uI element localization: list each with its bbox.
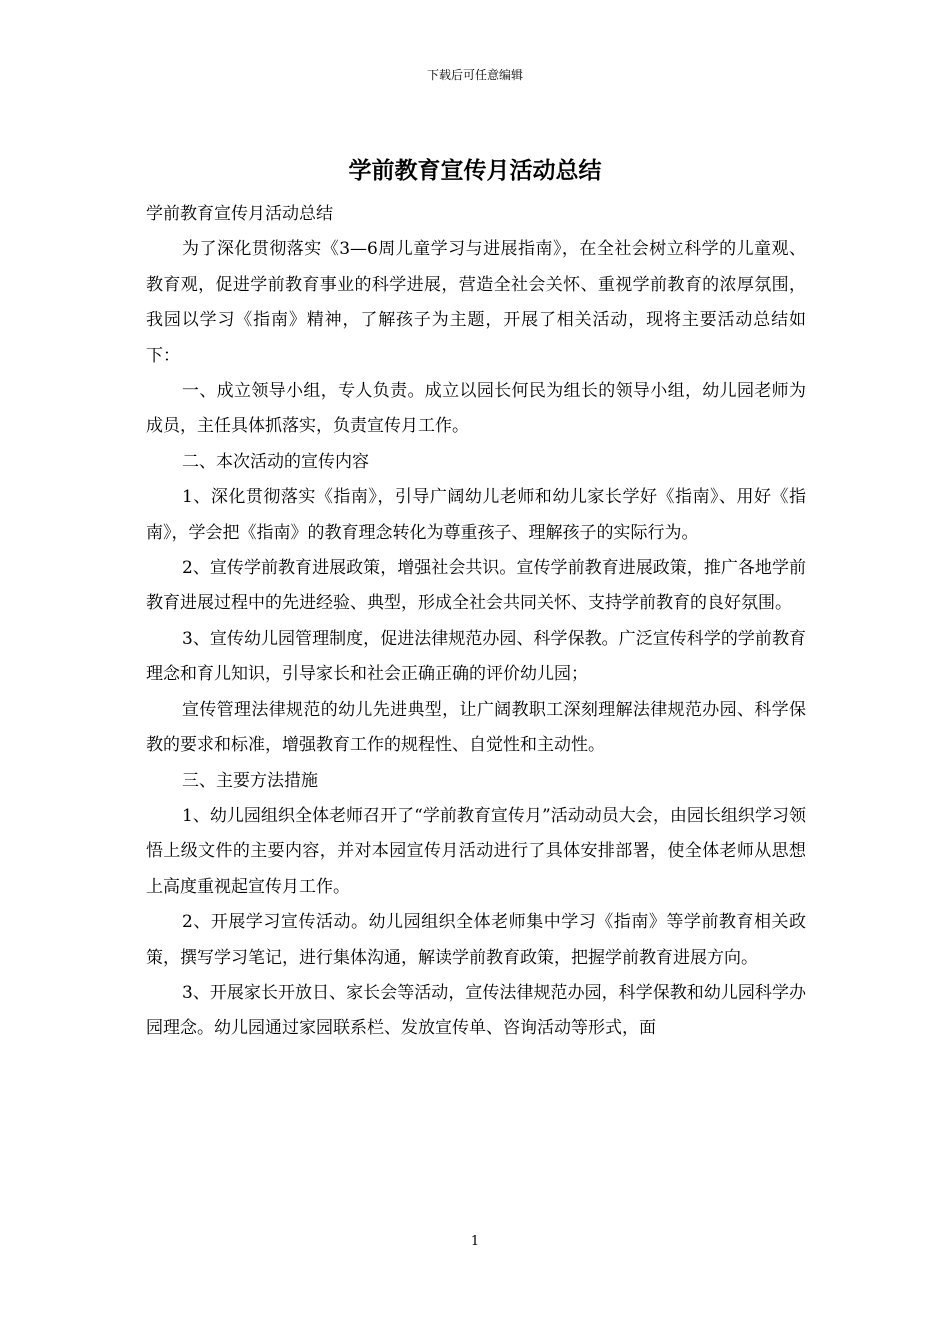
paragraph-section-three-item-1: 1、幼儿园组织全体老师召开了“学前教育宣传月”活动动员大会，由园长组织学习领悟上级文件的主要内容，并对本园宣传月活动进行了具体安排部署，使全体老师从思想上高度重视起宣传月工作。 [146,805,806,897]
document-title: 学前教育宣传月活动总结 [348,157,602,184]
document-subtitle: 学前教育宣传月活动总结 [146,204,333,224]
page-header-note: 下载后可任意编辑 [426,68,523,82]
paragraph-section-three-item-2: 2、开展学习宣传活动。幼儿园组织全体老师集中学习《指南》等学前教育相关政策，撰写学习笔记，进行集体沟通，解读学前教育政策，把握学前教育进展方向。 [146,912,806,968]
paragraph-section-two-item-1: 1、深化贯彻落实《指南》，引导广阔幼儿老师和幼儿家长学好《指南》、用好《指南》，学会把《指南》的教育理念转化为尊重孩子、理解孩子的实际行为。 [146,487,806,543]
paragraph-section-two-item-3-continued: 宣传管理法律规范的幼儿先进典型，让广阔教职工深刻理解法律规范办园、科学保教的要求和标准，增强教育工作的规程性、自觉性和主动性。 [146,699,806,756]
paragraph-section-three-item-3: 3、开展家长开放日、家长会等活动，宣传法律规范办园，科学保教和幼儿园科学办园理念。幼儿园通过家园联系栏、发放宣传单、咨询活动等形式，面 [146,982,806,1039]
page-number: 1 [470,1234,480,1249]
paragraph-section-one: 一、成立领导小组，专人负责。成立以园长何民为组长的领导小组，幼儿园老师为成员，主任具体抓落实，负责宣传月工作。 [146,381,806,437]
paragraph-intro: 为了深化贯彻落实《3—6周儿童学习与进展指南》，在全社会树立科学的儿童观、教育观，促进学前教育事业的科学进展，营造全社会关怀、重视学前教育的浓厚氛围，我园以学习《指南》精神，了解孩子为主题，开展了相关活动，现将主要活动总结如下： [146,239,806,366]
heading-section-two: 二、本次活动的宣传内容 [182,451,369,472]
paragraph-section-two-item-2: 2、宣传学前教育进展政策，增强社会共识。宣传学前教育进展政策，推广各地学前教育进展过程中的先进经验、典型，形成全社会共同关怀、支持学前教育的良好氛围。 [146,558,806,614]
heading-section-three: 三、主要方法措施 [182,770,318,791]
paragraph-section-two-item-3: 3、宣传幼儿园管理制度，促进法律规范办园、科学保教。广泛宣传科学的学前教育理念和育儿知识，引导家长和社会正确正确的评价幼儿园； [146,628,806,685]
document-body [146,197,806,1047]
